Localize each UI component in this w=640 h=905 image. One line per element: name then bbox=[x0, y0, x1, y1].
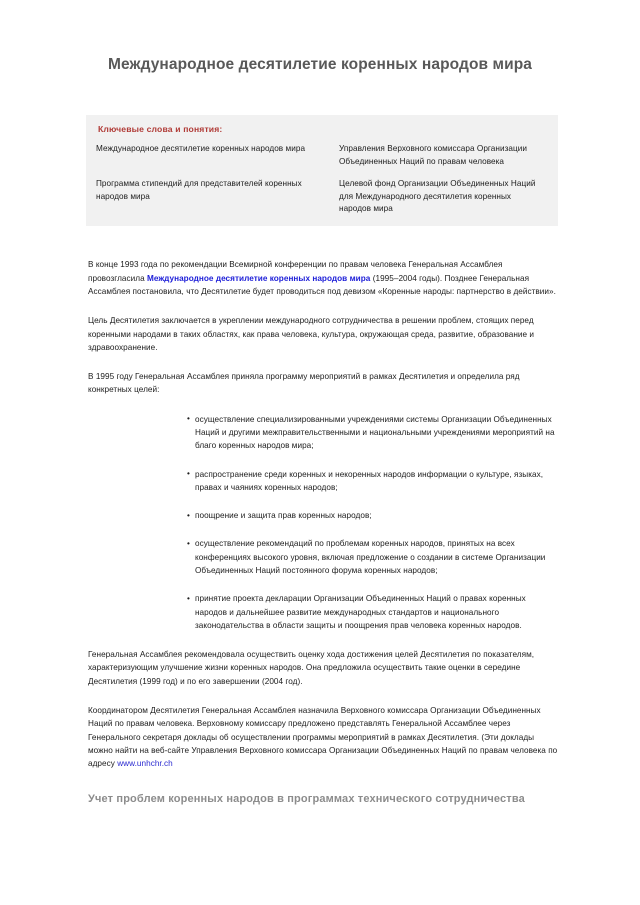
keyword-item: Программа стипендий для представителей коренных народов мира bbox=[96, 179, 302, 201]
paragraph-4: Генеральная Ассамблея рекомендовала осуществить оценку хода достижения целей Десятилетия по показателям, характеризующим улучшение жизни коренных народов. Она предложила осуществить такие оценки в середине Десятилетия (1999 год) и по его завершении (2004 год). bbox=[88, 650, 535, 686]
keywords-heading: Ключевые слова и понятия: bbox=[98, 124, 223, 135]
paragraph-5-before: Координатором Десятилетия Генеральная Ассамблея назначила Верховного комиссара Организации Объединенных Наций по правам человека. Верховному комиссару предложено представлять Генеральной Ассамблее через Генерального секретаря доклады об осуществлении программы мероприятий в рамках Десятилетия. (Эти доклады можно найти на веб-сайте Управления Верховного комиссара Организации Объединенных Наций по правам человека по адресу bbox=[88, 705, 558, 769]
paragraph-1-before: В конце 1993 года по рекомендации Всемирной конференции по правам человека Генеральная Ассамблея провозгласила bbox=[88, 260, 503, 283]
keyword-item: Целевой фонд Организации Объединенных Наций для Международного десятилетия коренных народов мира bbox=[339, 179, 536, 214]
paragraph-2: Цель Десятилетия заключается в укреплении международного сотрудничества в решении проблем, стоящих перед коренными народами в таких областях, как права человека, культура, окружающая среда, развитие, образование и здравоохранение. bbox=[88, 316, 535, 352]
list-item: • распространение среди коренных и некоренных народов информации о культуре, языках, правах и чаяниях коренных народов; bbox=[187, 468, 558, 495]
list-item: • осуществление рекомендаций по проблемам коренных народов, принятых на всех конференциях высокого уровня, включая предложение о создании в системе Организации Объединенных Наций постоянного форума коренных народов; bbox=[187, 537, 558, 577]
page-title: Международное десятилетие коренных народов мира bbox=[107, 56, 533, 73]
keywords-box bbox=[86, 115, 558, 226]
keyword-item: Международное десятилетие коренных народов мира bbox=[96, 144, 306, 154]
section-heading: Учет проблем коренных народов в программах технического сотрудничества bbox=[88, 793, 525, 806]
paragraph-1 bbox=[88, 258, 558, 298]
paragraph-1-after: (1995–2004 годы). Позднее Генеральная Ассамблея постановила, что Десятилетие будет проводиться под девизом «Коренные народы: партнерство в действии». bbox=[88, 273, 556, 297]
keywords-grid bbox=[96, 143, 548, 215]
list-item: • принятие проекта декларации Организации Объединенных Наций о правах коренных народов и дальнейшее развитие международных стандартов и национального законодательства в области защиты и поощрения прав человека коренных народов. bbox=[187, 592, 558, 632]
paragraph-3: В 1995 году Генеральная Ассамблея приняла программу мероприятий в рамках Десятилетия и определила ряд конкретных целей: bbox=[88, 372, 520, 395]
highlighted-term: Международное десятилетие коренных народов мира bbox=[146, 273, 371, 283]
list-item: • поощрение и защита прав коренных народов; bbox=[187, 509, 558, 522]
list-item: • осуществление специализированными учреждениями системы Организации Объединенных Наций и другими межправительственными и национальными учреждениями мероприятий на благо коренных народов мира; bbox=[187, 413, 558, 453]
document-body bbox=[88, 226, 558, 808]
goals-list bbox=[88, 413, 558, 632]
keyword-item: Управления Верховного комиссара Организации Объединенных Наций по правам человека bbox=[339, 144, 527, 166]
unhchr-website-link[interactable]: www.unhchr.ch bbox=[117, 759, 173, 769]
paragraph-5 bbox=[88, 704, 558, 770]
